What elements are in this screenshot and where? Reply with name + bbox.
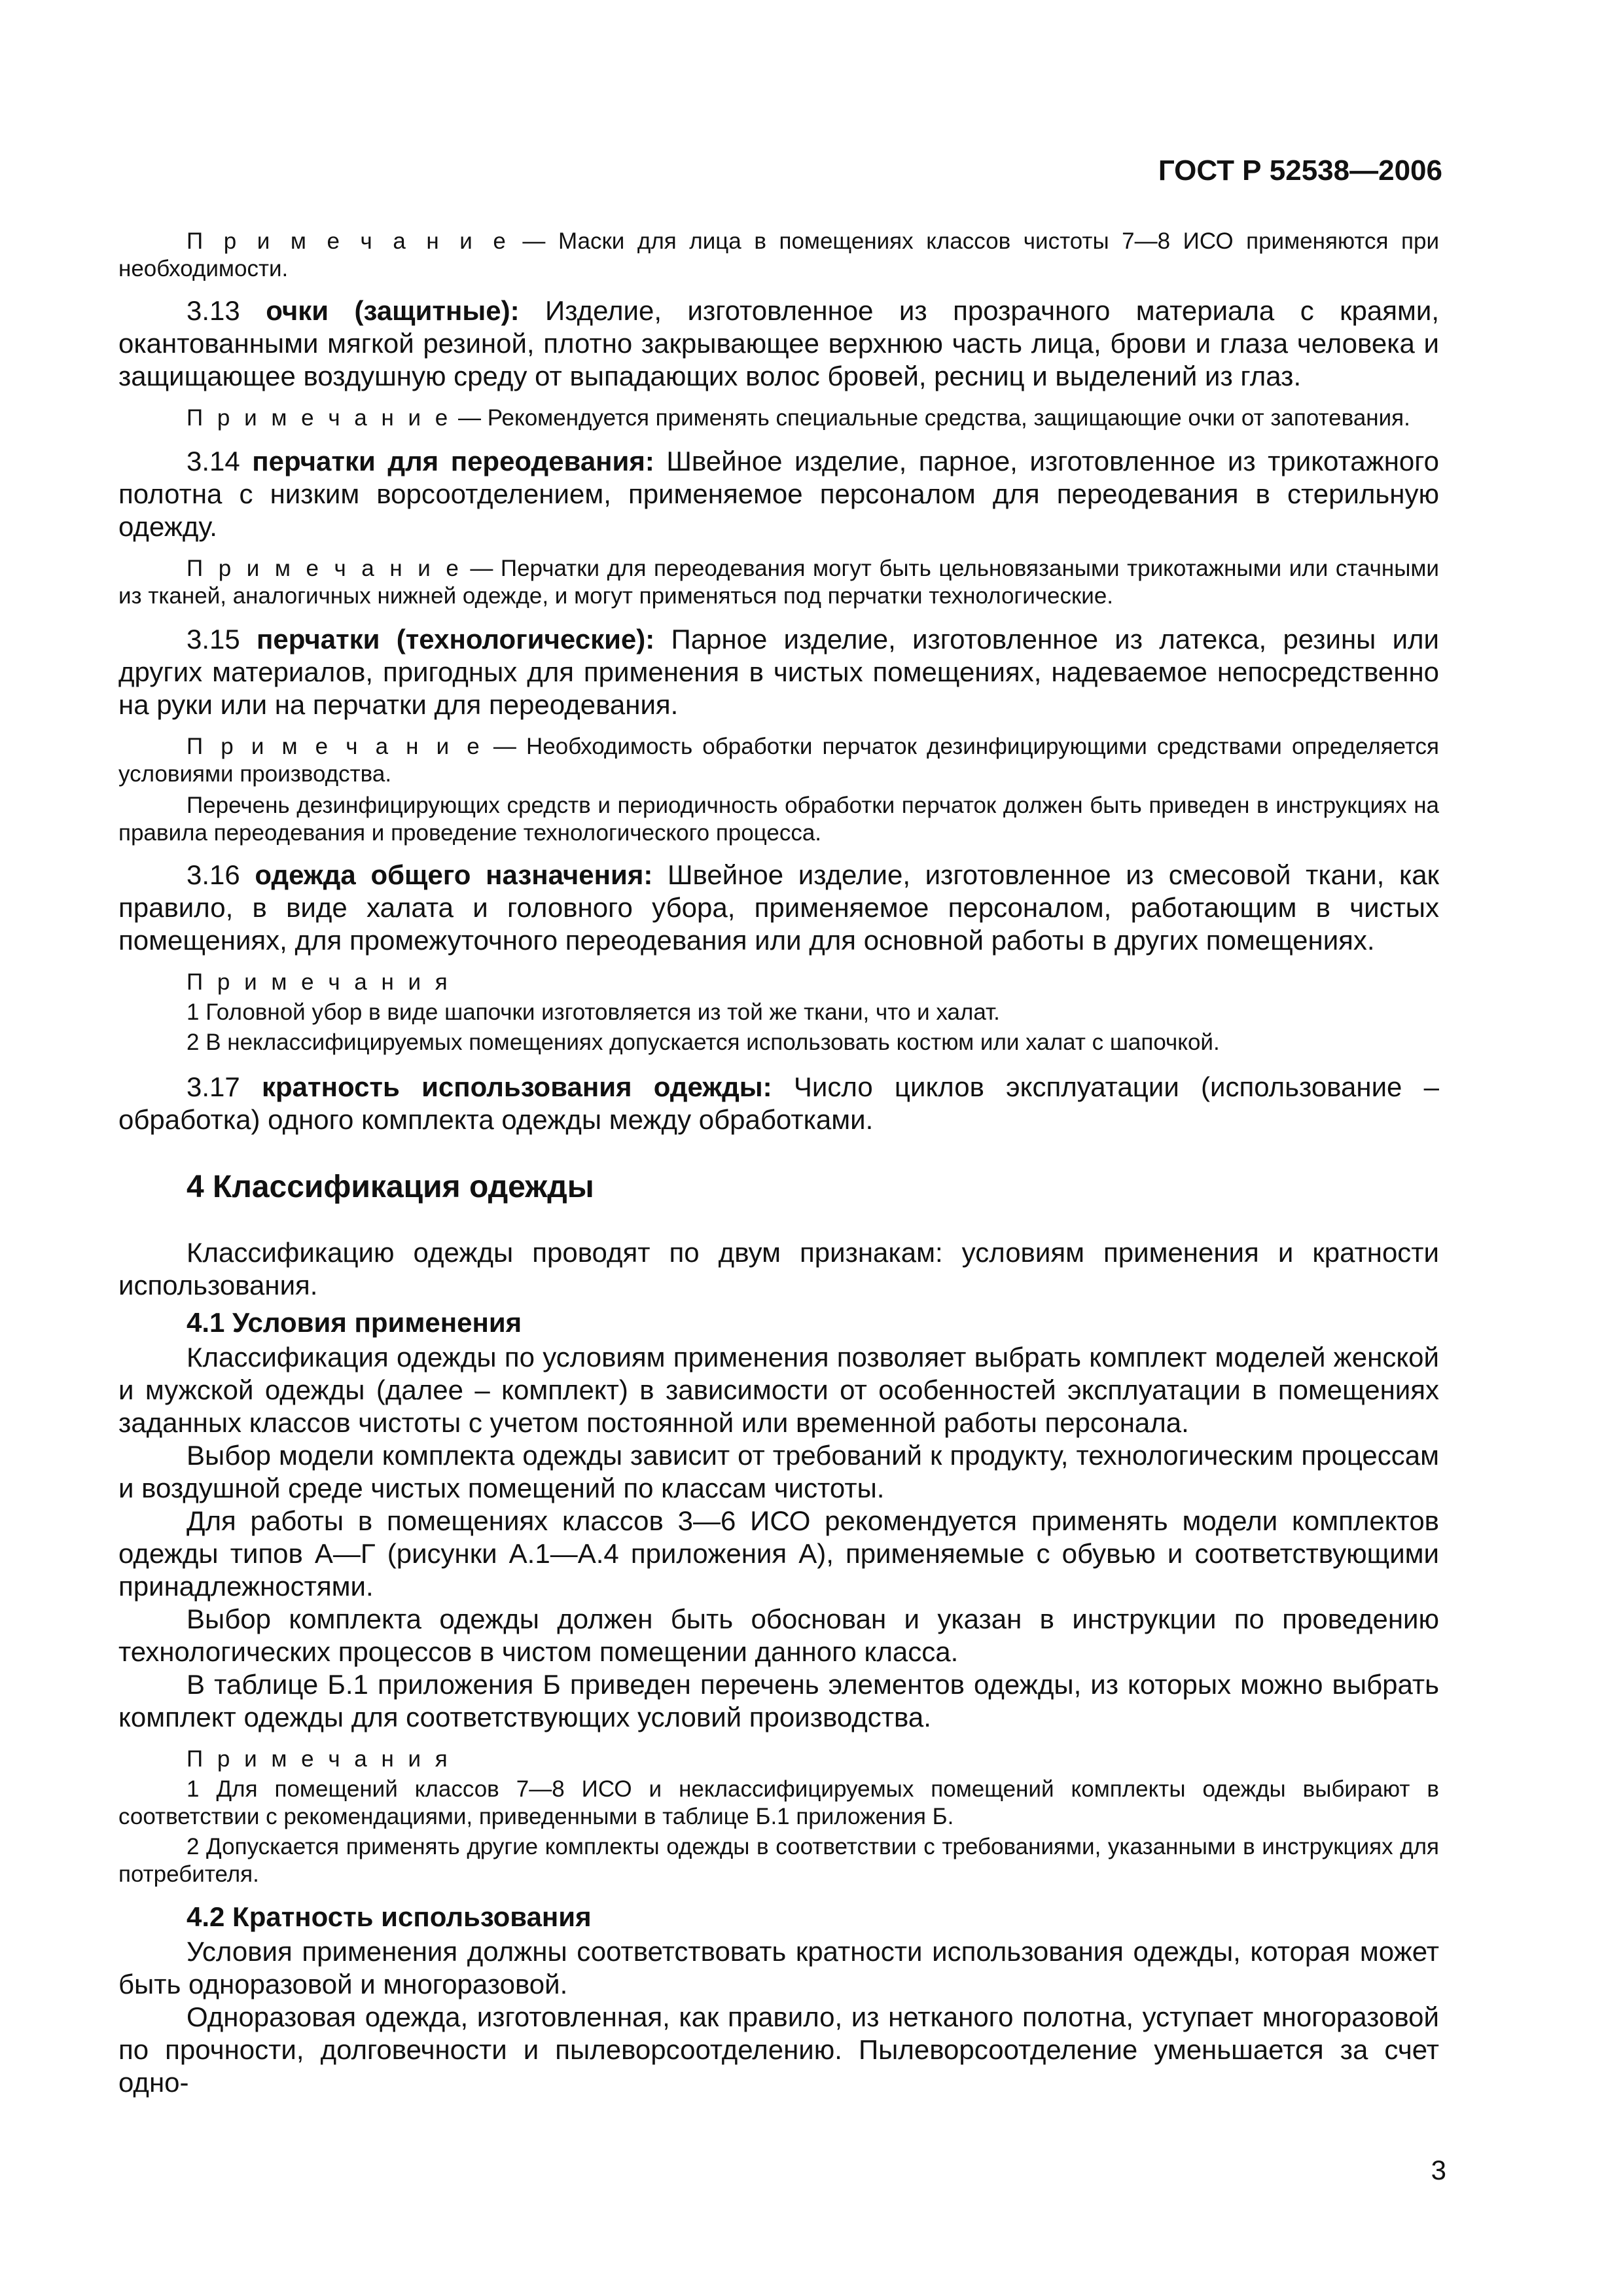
subsection-heading: 4.2 Кратность использования — [187, 1901, 592, 1932]
clause-term: перчатки для переодевания: — [252, 446, 654, 476]
clause-text: Число циклов эксплуатации (использование – обработка) одного комплекта одежды между обработками. — [118, 1071, 1439, 1135]
standard-code: ГОСТ Р 52538—2006 — [1158, 154, 1442, 187]
note-gloves-dressing — [118, 555, 1439, 610]
clause-3-15 — [118, 623, 1439, 721]
clause-text: Изделие, изготовленное из прозрачного материала с краями, окантованными мягкой резиной, плотно закрывающее верхнюю часть лица, брови и глаза человека и защищающее воздушную среду от выпадающих волос бровей, ресниц и выделений из глаз. — [118, 295, 1440, 391]
note-item-1: 1 Для помещений классов 7—8 ИСО и неклассифицируемых помещений комплекты одежды выбирают в соответствии с рекомендациями, приведенными в таблице Б.1 приложения Б. — [118, 1776, 1439, 1829]
note-item-1: 1 Головной убор в виде шапочки изготовляется из той же ткани, что и халат. — [187, 999, 1000, 1025]
subsection-heading: 4.1 Условия применения — [187, 1307, 522, 1338]
page-number: 3 — [1431, 2155, 1446, 2185]
note-dash: — — [458, 405, 481, 431]
paragraph: Выбор комплекта одежды должен быть обоснован и указан в инструкции по проведению технологических процессов в чистом помещении данного класса. — [118, 1604, 1439, 1667]
clause-3-16 — [118, 859, 1439, 957]
paragraph: В таблице Б.1 приложения Б приведен перечень элементов одежды, из которых можно выбрать комплект одежды для соответствующих условий производства. — [118, 1669, 1439, 1732]
page-content — [118, 228, 1439, 2099]
note-label: П р и м е ч а н и е — [187, 405, 452, 431]
clause-3-13 — [118, 295, 1439, 393]
paragraph: Условия применения должны соответствовать кратности использования одежды, которая может быть одноразовой и многоразовой. — [118, 1936, 1439, 2000]
note-text: Необходимость обработки перчаток дезинфицирующими средствами определяется условиями производства. — [118, 734, 1440, 787]
section-heading: 4 Классификация одежды — [187, 1170, 594, 1204]
notes-label: П р и м е ч а н и я — [187, 1746, 452, 1772]
note-glasses — [118, 404, 1439, 432]
note-text: Перчатки для переодевания могут быть цельновязаными трикотажными или стачными из тканей, аналогичных нижней одежде, и могут применяться под перчатки технологические. — [118, 556, 1439, 609]
paragraph: Одноразовая одежда, изготовленная, как правило, из нетканого полотна, уступает многоразовой по прочности, долговечности и пылеворсоотделению. Пылеворсоотделение уменьшается за счет одно- — [118, 2001, 1439, 2098]
clause-text: Парное изделие, изготовленное из латекса, резины или других материалов, пригодных для применения в чистых помещениях, надеваемое непосредственно на руки или на перчатки для переодевания. — [118, 624, 1440, 720]
clause-term: кратность использования одежды: — [262, 1071, 772, 1102]
note-item-2: 2 Допускается применять другие комплекты одежды в соответствии с требованиями, указанными в инструкциях для потребителя. — [118, 1834, 1439, 1887]
note-label: П р и м е ч а н и е — [187, 228, 510, 254]
notes-label: П р и м е ч а н и я — [187, 969, 452, 995]
note-dash: — — [493, 734, 516, 759]
clause-number: 3.16 — [187, 859, 240, 890]
clause-term: одежда общего назначения: — [255, 859, 653, 890]
section-intro: Классификацию одежды проводят по двум признакам: условиям применения и кратности использования. — [118, 1237, 1439, 1300]
clause-number: 3.13 — [187, 295, 240, 326]
clause-term: очки (защитные): — [266, 295, 520, 326]
note-text: Рекомендуется применять специальные средства, защищающие очки от запотевания. — [487, 405, 1410, 431]
note-label: П р и м е ч а н и е — [187, 556, 463, 581]
paragraph: Выбор модели комплекта одежды зависит от требований к продукту, технологическим процессам и воздушной среде чистых помещений по классам чистоты. — [118, 1440, 1439, 1503]
paragraph: Классификация одежды по условиям применения позволяет выбрать комплект моделей женской и мужской одежды (далее – комплект) в зависимости от особенностей эксплуатации в помещениях заданных классов чистоты с учетом постоянной или временной работы персонала. — [118, 1342, 1439, 1438]
clause-3-17 — [118, 1071, 1439, 1136]
clause-3-14 — [118, 445, 1439, 543]
note-dash: — — [522, 228, 546, 254]
note-gloves-technological — [118, 733, 1439, 788]
note-dash: — — [470, 556, 493, 581]
clause-text: Швейное изделие, изготовленное из смесовой ткани, как правило, в виде халата и головного убора, применяемое персоналом, работающим в чистых помещениях, для промежуточного переодевания или для основной работы в других помещениях. — [118, 859, 1439, 956]
note-label: П р и м е ч а н и е — [187, 734, 484, 759]
clause-number: 3.17 — [187, 1071, 240, 1102]
paragraph: Для работы в помещениях классов 3—6 ИСО рекомендуется применять модели комплектов одежды типов А—Г (рисунки А.1—А.4 приложения А), применяемые с обувью и соответствующими принадлежностями. — [118, 1505, 1439, 1602]
note-text: Маски для лица в помещениях классов чистоты 7—8 ИСО применяются при необходимости. — [118, 228, 1440, 281]
note-masks — [118, 228, 1439, 283]
note-gloves-technological-continued: Перечень дезинфицирующих средств и периодичность обработки перчаток должен быть приведен в инструкциях на правила переодевания и проведение технологического процесса. — [118, 793, 1439, 846]
note-item-2: 2 В неклассифицируемых помещениях допускается использовать костюм или халат с шапочкой. — [187, 1030, 1220, 1055]
clause-number: 3.15 — [187, 624, 240, 655]
clause-term: перчатки (технологические): — [257, 624, 655, 655]
clause-number: 3.14 — [187, 446, 240, 476]
clause-text: Швейное изделие, парное, изготовленное из трикотажного полотна с низким ворсоотделением, применяемое персоналом для переодевания в стерильную одежду. — [118, 446, 1440, 542]
